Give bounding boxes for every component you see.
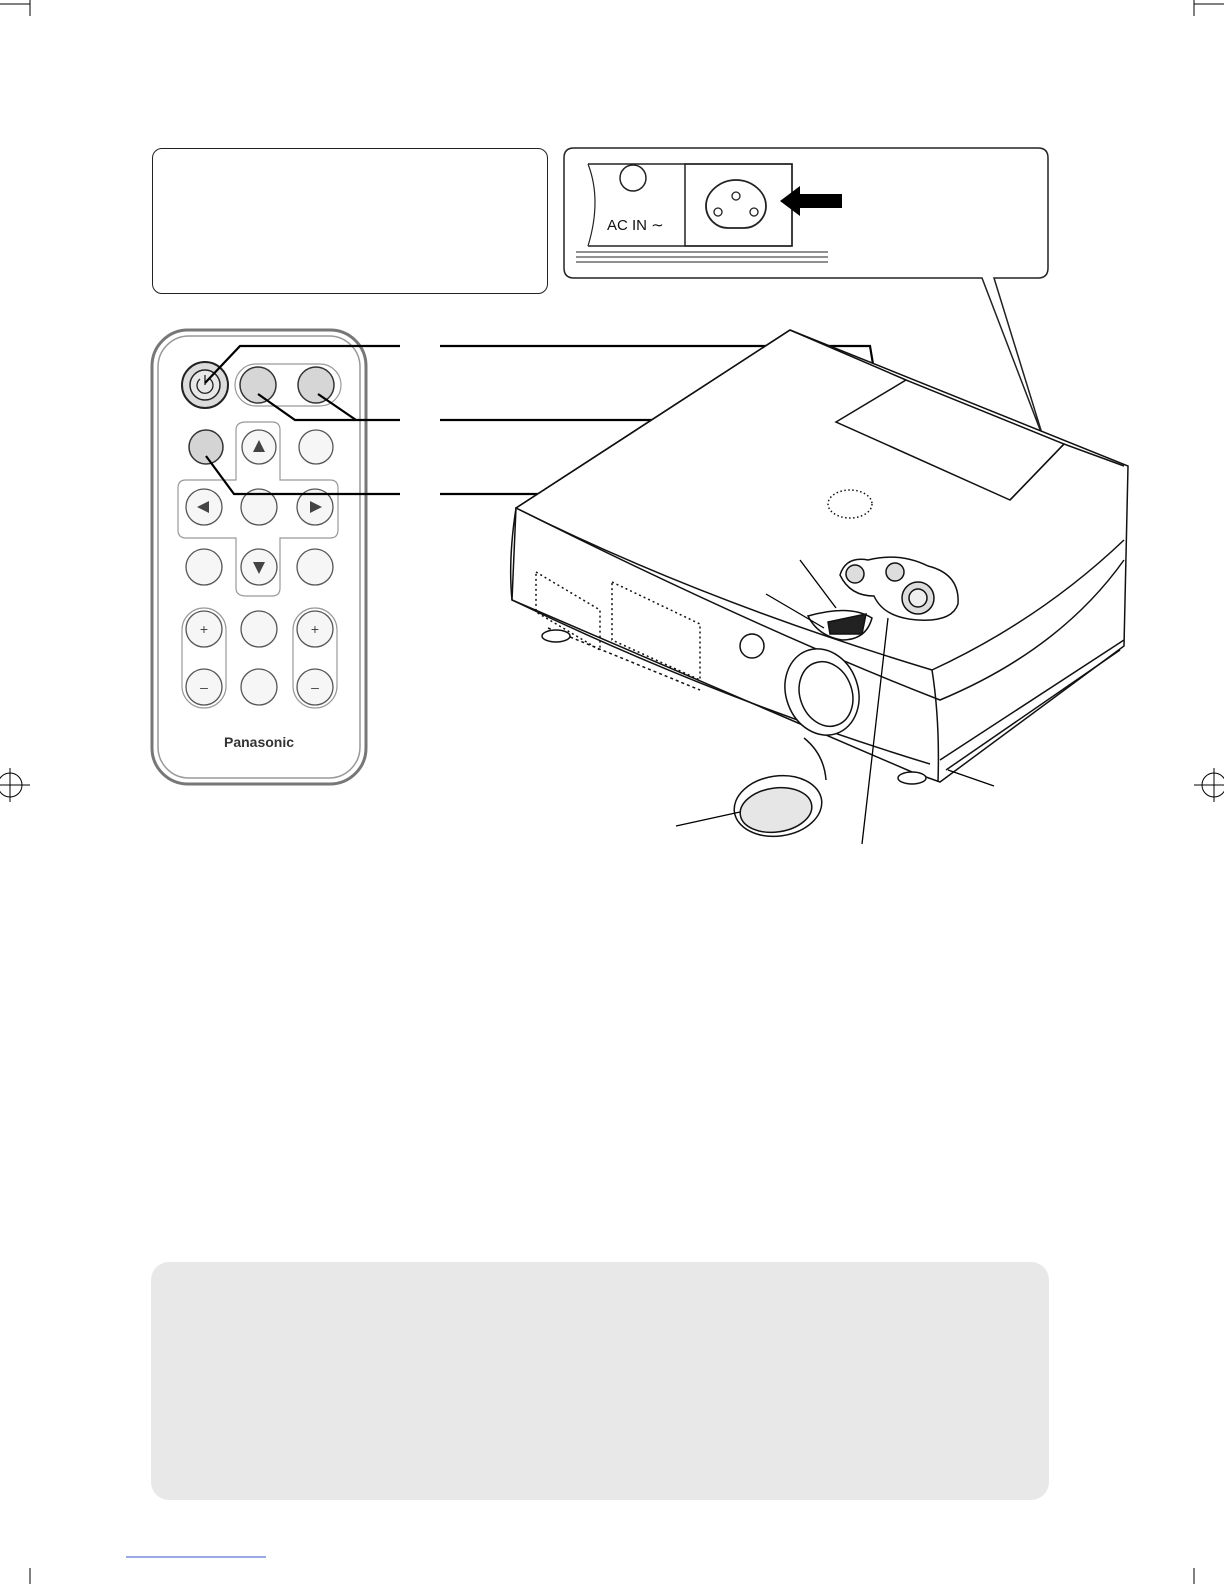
minus-glyph-right: – [311, 679, 319, 695]
remote-control [152, 330, 366, 784]
plus-glyph-right: + [310, 621, 320, 637]
remote-brand-logo: Panasonic [223, 734, 295, 750]
minus-glyph-left: – [200, 679, 208, 695]
projector [511, 330, 1128, 784]
ac-in-label: AC IN ∼ [607, 217, 664, 234]
plus-glyph-left: + [199, 621, 209, 637]
lens-cap [730, 738, 826, 842]
